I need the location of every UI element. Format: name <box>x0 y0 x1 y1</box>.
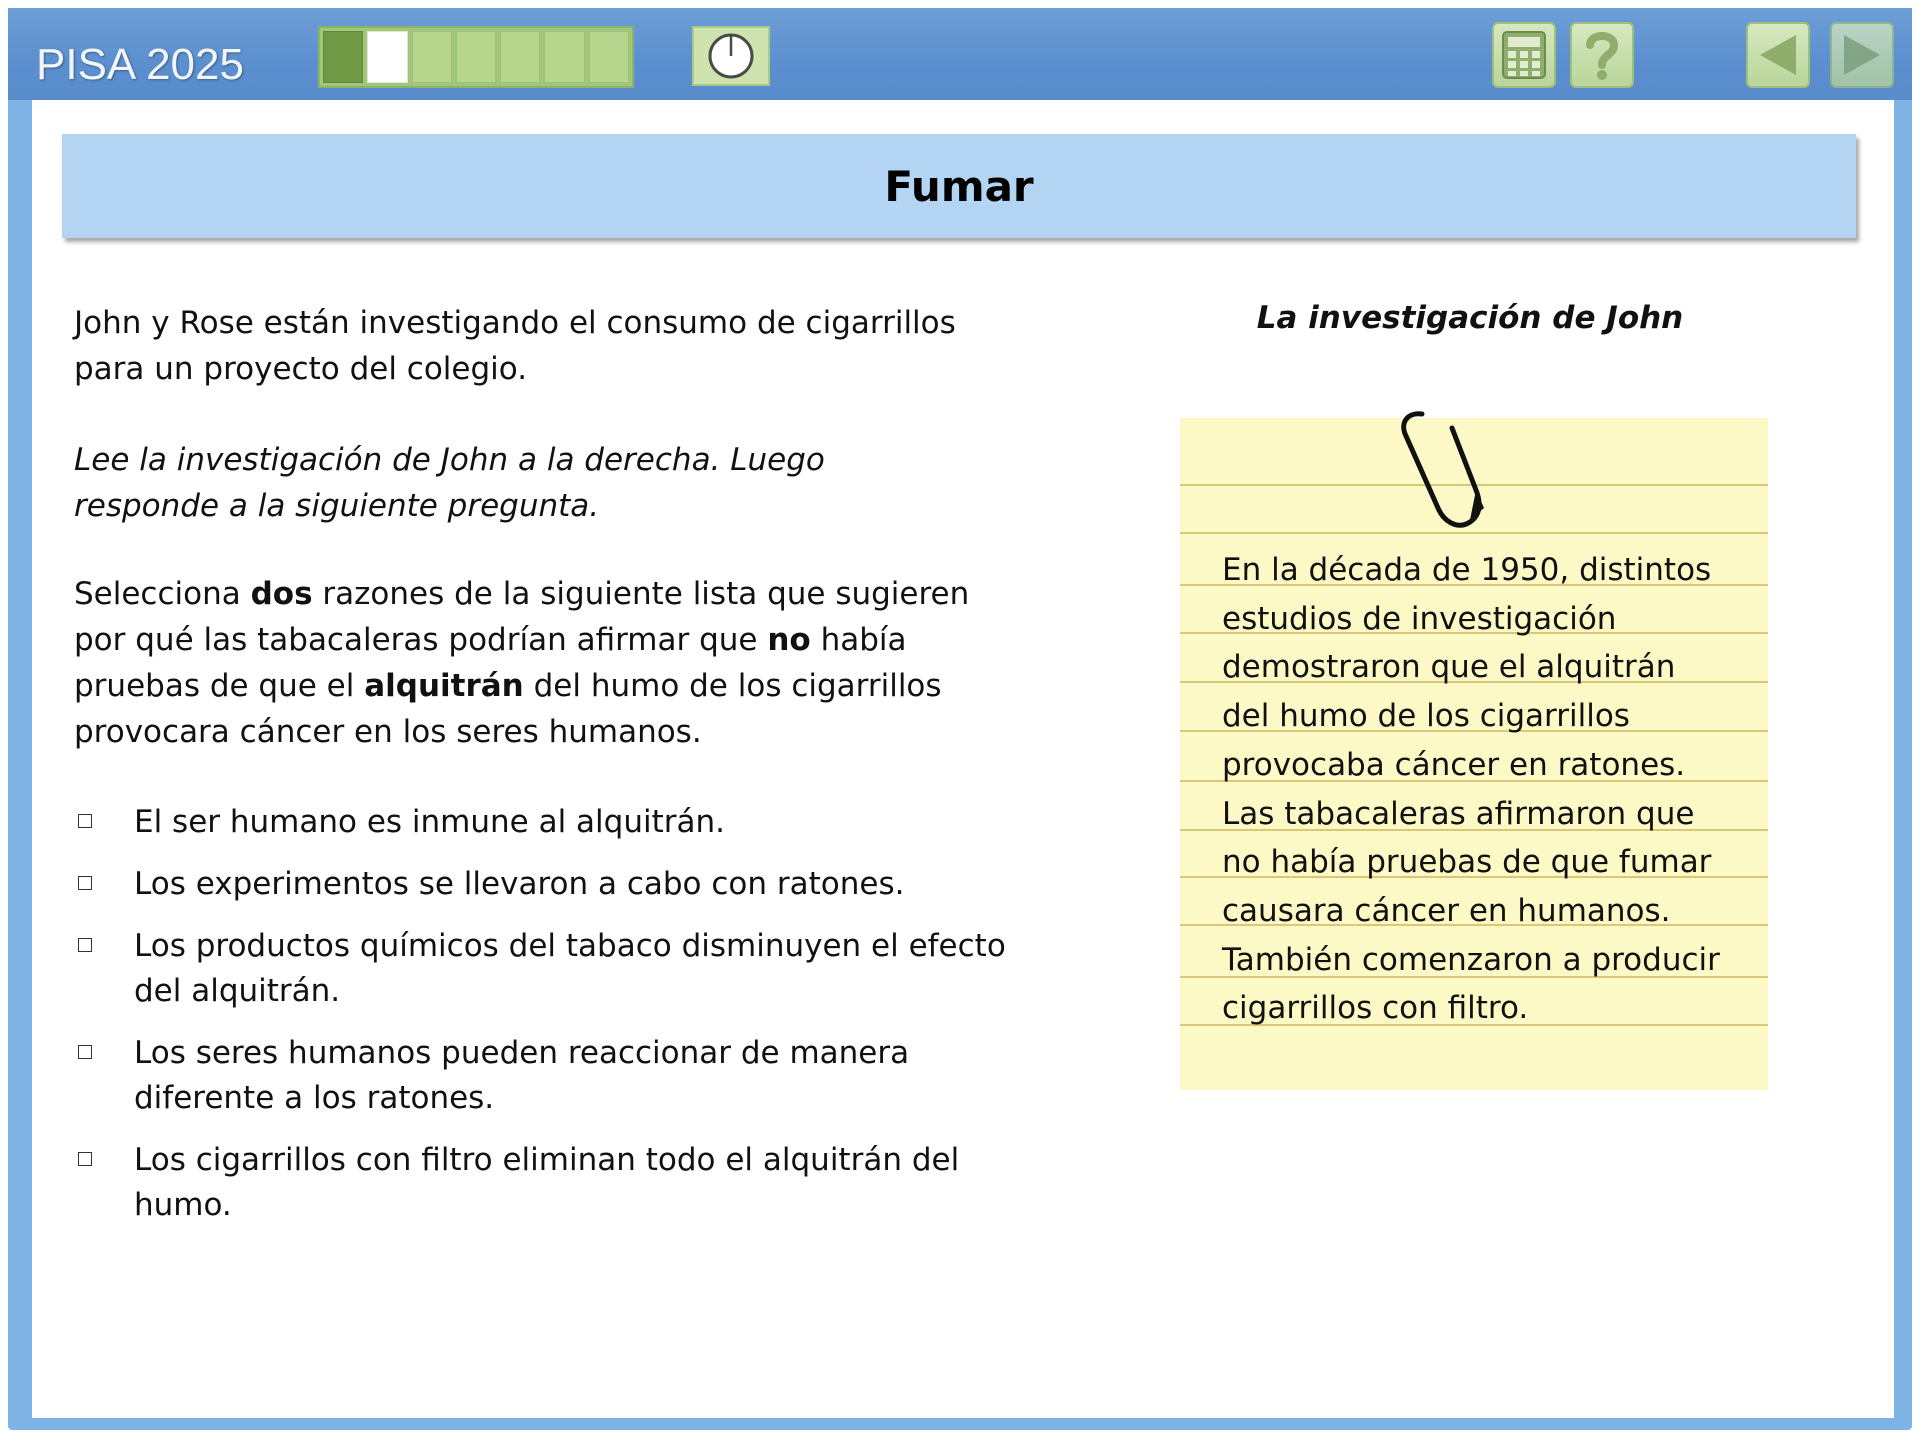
note-title: La investigación de John <box>1256 300 1684 336</box>
back-arrow-icon <box>1756 31 1800 79</box>
calculator-button[interactable] <box>1492 22 1556 88</box>
option-label: El ser humano es inmune al alquitrán. <box>134 804 725 840</box>
timer-icon <box>707 32 755 80</box>
note-line: demostraron que el alquitrán <box>1222 649 1676 686</box>
option-label: Los cigarrillos con filtro eliminan todo el alquitrán del humo. <box>134 1142 960 1223</box>
app-title: PISA 2025 <box>36 40 244 89</box>
back-button[interactable] <box>1746 22 1810 88</box>
unit-title: Fumar <box>884 162 1034 211</box>
note-text <box>1222 546 1762 1033</box>
checkbox[interactable] <box>78 876 92 890</box>
instruction-text: Lee la investigación de John a la derecha. Luego responde a la siguiente pregunta. <box>74 442 825 524</box>
progress-segment <box>589 31 629 83</box>
help-icon <box>1582 29 1622 81</box>
note-line: provocaba cáncer en ratones. <box>1222 746 1686 783</box>
note-line: cigarrillos con filtro. <box>1222 990 1529 1027</box>
intro-text: John y Rose están investigando el consumo de cigarrillos para un proyecto del colegio. <box>74 305 956 387</box>
progress-segment <box>412 31 452 83</box>
checkbox[interactable] <box>78 1045 92 1059</box>
option-label: Los experimentos se llevaron a cabo con ratones. <box>134 866 905 902</box>
checkbox[interactable] <box>78 938 92 952</box>
progress-segment <box>544 31 584 83</box>
note-line: estudios de investigación <box>1222 600 1617 637</box>
note-line: Las tabacaleras afirmaron que <box>1222 795 1695 832</box>
progress-segment <box>500 31 540 83</box>
question-text: Selecciona dos razones de la siguiente lista que sugieren por qué las tabacaleras podrían afirmar que no había pruebas de que el alquitrán del humo de los cigarrillos provocara cáncer en los seres humanos. <box>74 576 970 750</box>
progress-segment-current <box>367 31 407 83</box>
note-line: causara cáncer en humanos. <box>1222 892 1671 929</box>
progress-bar <box>318 26 634 88</box>
checkbox[interactable] <box>78 1152 92 1166</box>
option-label: Los productos químicos del tabaco disminuyen el efecto del alquitrán. <box>134 928 1006 1009</box>
progress-segment <box>456 31 496 83</box>
paperclip-icon <box>1392 408 1512 538</box>
note-line: También comenzaron a producir <box>1222 941 1720 978</box>
note-line: del humo de los cigarrillos <box>1222 698 1630 735</box>
note-line: En la década de 1950, distintos <box>1222 552 1712 588</box>
help-button[interactable] <box>1570 22 1634 88</box>
option-label: Los seres humanos pueden reaccionar de manera diferente a los ratones. <box>134 1035 910 1116</box>
note-line: no había pruebas de que fumar <box>1222 844 1712 881</box>
timer-button[interactable] <box>692 26 770 86</box>
next-button[interactable] <box>1830 22 1894 88</box>
next-arrow-icon <box>1840 31 1884 79</box>
calculator-icon <box>1501 30 1547 80</box>
progress-segment-completed <box>323 31 363 83</box>
unit-header <box>62 134 1856 238</box>
checkbox[interactable] <box>78 814 92 828</box>
